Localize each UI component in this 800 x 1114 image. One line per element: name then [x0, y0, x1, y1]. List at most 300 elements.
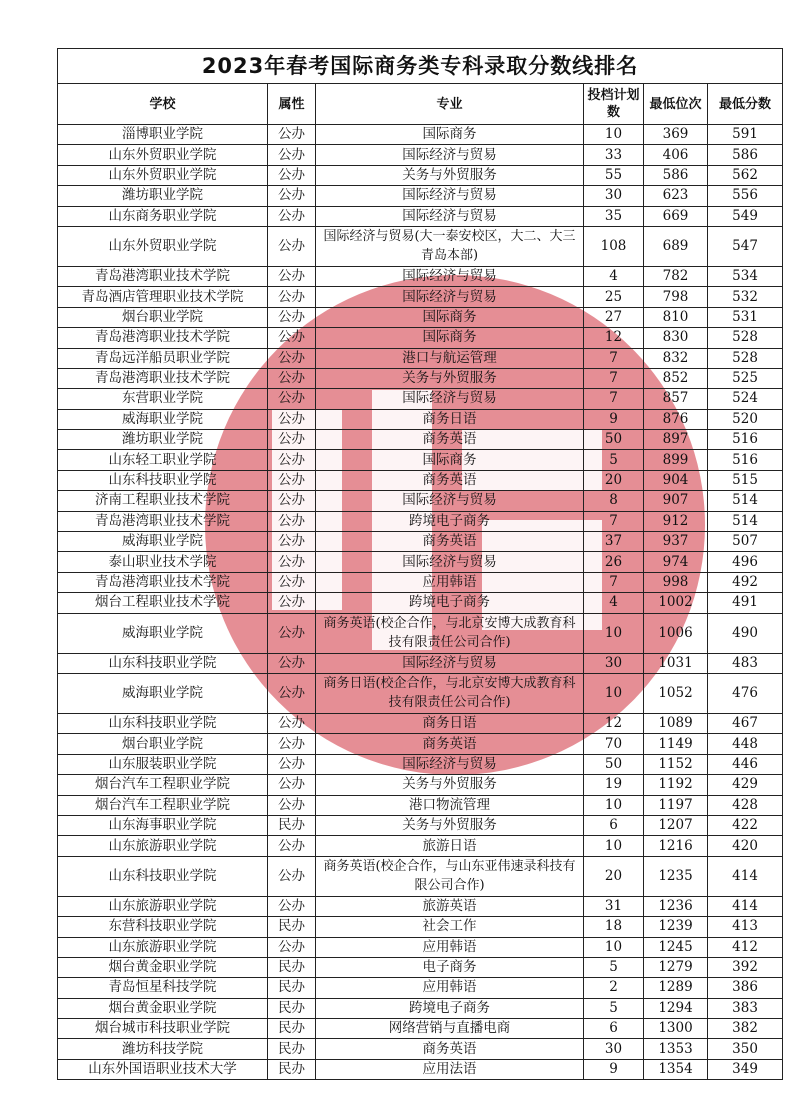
table-row [58, 572, 783, 592]
cell-major: 应用韩语 [316, 572, 584, 592]
cell-school: 泰山职业技术学院 [58, 552, 268, 572]
cell-rank: 912 [644, 511, 708, 531]
header-plan: 投档计划数 [584, 84, 644, 125]
table-row [58, 125, 783, 145]
cell-major: 跨境电子商务 [316, 593, 584, 613]
table-row [58, 491, 783, 511]
cell-score: 386 [708, 978, 783, 998]
cell-major: 国际经济与贸易 [316, 206, 584, 226]
cell-rank: 899 [644, 450, 708, 470]
cell-plan: 9 [584, 409, 644, 429]
cell-rank: 937 [644, 532, 708, 552]
cell-type: 公办 [268, 409, 316, 429]
table-row [58, 998, 783, 1018]
table-row [58, 673, 783, 713]
cell-major: 国际经济与贸易 [316, 389, 584, 409]
cell-score: 350 [708, 1039, 783, 1059]
table-row [58, 226, 783, 266]
table-row [58, 937, 783, 957]
cell-rank: 1353 [644, 1039, 708, 1059]
cell-score: 467 [708, 713, 783, 733]
cell-plan: 8 [584, 491, 644, 511]
cell-plan: 18 [584, 917, 644, 937]
cell-school: 山东科技职业学院 [58, 713, 268, 733]
cell-major: 商务日语(校企合作，与北京安博大成教育科技有限责任公司合作) [316, 673, 584, 713]
cell-score: 428 [708, 795, 783, 815]
cell-plan: 7 [584, 368, 644, 388]
cell-major: 旅游日语 [316, 836, 584, 856]
cell-major: 国际经济与贸易 [316, 287, 584, 307]
cell-plan: 25 [584, 287, 644, 307]
table-row [58, 165, 783, 185]
table-row [58, 328, 783, 348]
table-row [58, 957, 783, 977]
cell-plan: 19 [584, 775, 644, 795]
cell-score: 412 [708, 937, 783, 957]
cell-school: 山东服装职业学院 [58, 754, 268, 774]
cell-type: 民办 [268, 998, 316, 1018]
cell-rank: 1216 [644, 836, 708, 856]
table-row [58, 653, 783, 673]
cell-plan: 12 [584, 328, 644, 348]
cell-school: 山东科技职业学院 [58, 470, 268, 490]
cell-type: 公办 [268, 186, 316, 206]
table-row [58, 552, 783, 572]
cell-score: 349 [708, 1059, 783, 1079]
table-row [58, 409, 783, 429]
cell-school: 烟台职业学院 [58, 734, 268, 754]
table-row [58, 389, 783, 409]
table-row [58, 917, 783, 937]
cell-type: 公办 [268, 552, 316, 572]
cell-school: 烟台黄金职业学院 [58, 998, 268, 1018]
table-row [58, 450, 783, 470]
cell-plan: 27 [584, 307, 644, 327]
cell-plan: 7 [584, 511, 644, 531]
cell-score: 562 [708, 165, 783, 185]
cell-plan: 26 [584, 552, 644, 572]
table-row [58, 307, 783, 327]
cell-type: 民办 [268, 957, 316, 977]
cell-major: 港口物流管理 [316, 795, 584, 815]
cell-plan: 10 [584, 836, 644, 856]
cell-school: 青岛港湾职业技术学院 [58, 572, 268, 592]
header-score: 最低分数 [708, 84, 783, 125]
cell-score: 514 [708, 511, 783, 531]
cell-rank: 586 [644, 165, 708, 185]
cell-score: 547 [708, 226, 783, 266]
cell-score: 528 [708, 348, 783, 368]
cell-school: 潍坊职业学院 [58, 186, 268, 206]
cell-school: 东营科技职业学院 [58, 917, 268, 937]
cell-type: 公办 [268, 470, 316, 490]
cell-rank: 1152 [644, 754, 708, 774]
cell-school: 青岛酒店管理职业技术学院 [58, 287, 268, 307]
table-row [58, 978, 783, 998]
header-rank: 最低位次 [644, 84, 708, 125]
cell-school: 山东科技职业学院 [58, 856, 268, 896]
table-body [58, 125, 783, 1080]
table-row [58, 896, 783, 916]
cell-rank: 1279 [644, 957, 708, 977]
header-row [58, 84, 783, 125]
cell-type: 公办 [268, 896, 316, 916]
table-row [58, 734, 783, 754]
cell-school: 威海职业学院 [58, 673, 268, 713]
cell-plan: 5 [584, 450, 644, 470]
cell-score: 532 [708, 287, 783, 307]
cell-school: 威海职业学院 [58, 532, 268, 552]
cell-score: 515 [708, 470, 783, 490]
table-row [58, 856, 783, 896]
cell-major: 国际商务 [316, 328, 584, 348]
table-row [58, 368, 783, 388]
cell-school: 青岛港湾职业技术学院 [58, 328, 268, 348]
cell-school: 淄博职业学院 [58, 125, 268, 145]
cell-rank: 830 [644, 328, 708, 348]
cell-major: 网络营销与直播电商 [316, 1019, 584, 1039]
cell-rank: 1002 [644, 593, 708, 613]
cell-major: 国际经济与贸易 [316, 552, 584, 572]
cell-plan: 50 [584, 754, 644, 774]
table-row [58, 815, 783, 835]
cell-plan: 108 [584, 226, 644, 266]
table-row [58, 613, 783, 653]
cell-major: 关务与外贸服务 [316, 165, 584, 185]
table-row [58, 287, 783, 307]
cell-score: 496 [708, 552, 783, 572]
cell-score: 528 [708, 328, 783, 348]
cell-rank: 857 [644, 389, 708, 409]
cell-major: 港口与航运管理 [316, 348, 584, 368]
cell-major: 国际商务 [316, 307, 584, 327]
page-title: 2023年春考国际商务类专科录取分数线排名 [58, 49, 783, 84]
cell-score: 446 [708, 754, 783, 774]
cell-plan: 30 [584, 186, 644, 206]
cell-rank: 1052 [644, 673, 708, 713]
cell-rank: 623 [644, 186, 708, 206]
cell-type: 公办 [268, 206, 316, 226]
cell-rank: 1294 [644, 998, 708, 1018]
cell-score: 549 [708, 206, 783, 226]
cell-type: 民办 [268, 978, 316, 998]
cell-score: 422 [708, 815, 783, 835]
cell-major: 商务英语 [316, 430, 584, 450]
cell-score: 483 [708, 653, 783, 673]
cell-type: 公办 [268, 653, 316, 673]
table-row [58, 206, 783, 226]
cell-major: 商务英语 [316, 734, 584, 754]
cell-type: 公办 [268, 511, 316, 531]
cell-score: 507 [708, 532, 783, 552]
cell-major: 商务日语 [316, 713, 584, 733]
cell-school: 青岛港湾职业技术学院 [58, 511, 268, 531]
header-type: 属性 [268, 84, 316, 125]
cell-plan: 7 [584, 572, 644, 592]
cell-school: 山东外贸职业学院 [58, 165, 268, 185]
cell-plan: 10 [584, 937, 644, 957]
cell-score: 448 [708, 734, 783, 754]
table-row [58, 1019, 783, 1039]
cell-major: 关务与外贸服务 [316, 368, 584, 388]
cell-school: 威海职业学院 [58, 613, 268, 653]
cell-school: 青岛远洋船员职业学院 [58, 348, 268, 368]
cell-score: 492 [708, 572, 783, 592]
cell-major: 旅游英语 [316, 896, 584, 916]
table-row [58, 430, 783, 450]
cell-score: 491 [708, 593, 783, 613]
cell-school: 济南工程职业技术学院 [58, 491, 268, 511]
cell-rank: 832 [644, 348, 708, 368]
cell-school: 青岛港湾职业技术学院 [58, 368, 268, 388]
table-row [58, 795, 783, 815]
cell-type: 公办 [268, 491, 316, 511]
score-table [57, 48, 783, 1080]
cell-plan: 37 [584, 532, 644, 552]
cell-plan: 10 [584, 795, 644, 815]
cell-score: 516 [708, 430, 783, 450]
cell-plan: 5 [584, 998, 644, 1018]
cell-rank: 1239 [644, 917, 708, 937]
cell-school: 山东科技职业学院 [58, 653, 268, 673]
cell-rank: 852 [644, 368, 708, 388]
cell-major: 商务英语 [316, 470, 584, 490]
cell-type: 公办 [268, 430, 316, 450]
cell-major: 商务英语 [316, 532, 584, 552]
cell-rank: 876 [644, 409, 708, 429]
cell-rank: 1354 [644, 1059, 708, 1079]
table-row [58, 754, 783, 774]
cell-score: 514 [708, 491, 783, 511]
cell-type: 公办 [268, 145, 316, 165]
cell-rank: 1031 [644, 653, 708, 673]
cell-rank: 1149 [644, 734, 708, 754]
cell-school: 山东外贸职业学院 [58, 145, 268, 165]
cell-rank: 904 [644, 470, 708, 490]
table-row [58, 186, 783, 206]
cell-type: 公办 [268, 450, 316, 470]
cell-type: 公办 [268, 125, 316, 145]
cell-school: 山东旅游职业学院 [58, 896, 268, 916]
cell-school: 东营职业学院 [58, 389, 268, 409]
cell-type: 公办 [268, 266, 316, 286]
cell-score: 383 [708, 998, 783, 1018]
cell-plan: 70 [584, 734, 644, 754]
cell-type: 民办 [268, 1019, 316, 1039]
cell-score: 556 [708, 186, 783, 206]
cell-school: 山东旅游职业学院 [58, 937, 268, 957]
cell-score: 524 [708, 389, 783, 409]
cell-type: 民办 [268, 1059, 316, 1079]
table-row [58, 470, 783, 490]
cell-score: 413 [708, 917, 783, 937]
cell-type: 公办 [268, 795, 316, 815]
cell-plan: 2 [584, 978, 644, 998]
cell-school: 山东商务职业学院 [58, 206, 268, 226]
cell-plan: 7 [584, 348, 644, 368]
table-row [58, 713, 783, 733]
cell-school: 潍坊职业学院 [58, 430, 268, 450]
cell-type: 民办 [268, 917, 316, 937]
cell-major: 关务与外贸服务 [316, 775, 584, 795]
cell-rank: 669 [644, 206, 708, 226]
header-major: 专业 [316, 84, 584, 125]
cell-school: 山东海事职业学院 [58, 815, 268, 835]
cell-score: 534 [708, 266, 783, 286]
cell-rank: 998 [644, 572, 708, 592]
cell-type: 公办 [268, 389, 316, 409]
table-row [58, 511, 783, 531]
table-row [58, 266, 783, 286]
cell-major: 社会工作 [316, 917, 584, 937]
cell-type: 公办 [268, 754, 316, 774]
cell-type: 公办 [268, 734, 316, 754]
cell-type: 民办 [268, 815, 316, 835]
cell-major: 国际经济与贸易 [316, 186, 584, 206]
cell-type: 公办 [268, 713, 316, 733]
cell-school: 烟台城市科技职业学院 [58, 1019, 268, 1039]
cell-plan: 30 [584, 653, 644, 673]
cell-rank: 1289 [644, 978, 708, 998]
cell-major: 应用法语 [316, 1059, 584, 1079]
cell-type: 公办 [268, 613, 316, 653]
cell-major: 商务英语(校企合作，与山东亚伟速录科技有限公司合作) [316, 856, 584, 896]
cell-rank: 1300 [644, 1019, 708, 1039]
header-school: 学校 [58, 84, 268, 125]
cell-school: 青岛港湾职业技术学院 [58, 266, 268, 286]
cell-rank: 782 [644, 266, 708, 286]
cell-rank: 689 [644, 226, 708, 266]
cell-plan: 50 [584, 430, 644, 450]
cell-school: 烟台黄金职业学院 [58, 957, 268, 977]
cell-major: 国际商务 [316, 125, 584, 145]
cell-plan: 10 [584, 673, 644, 713]
cell-plan: 10 [584, 125, 644, 145]
table-row [58, 775, 783, 795]
cell-plan: 5 [584, 957, 644, 977]
cell-type: 公办 [268, 836, 316, 856]
cell-plan: 31 [584, 896, 644, 916]
cell-major: 国际经济与贸易(大一泰安校区，大二、大三青岛本部) [316, 226, 584, 266]
cell-plan: 12 [584, 713, 644, 733]
cell-school: 威海职业学院 [58, 409, 268, 429]
cell-rank: 798 [644, 287, 708, 307]
cell-type: 公办 [268, 532, 316, 552]
cell-type: 公办 [268, 856, 316, 896]
cell-rank: 406 [644, 145, 708, 165]
cell-score: 525 [708, 368, 783, 388]
cell-plan: 20 [584, 856, 644, 896]
cell-type: 公办 [268, 937, 316, 957]
cell-school: 山东外贸职业学院 [58, 226, 268, 266]
cell-major: 跨境电子商务 [316, 998, 584, 1018]
cell-score: 490 [708, 613, 783, 653]
table-row [58, 1059, 783, 1079]
cell-rank: 897 [644, 430, 708, 450]
score-table-wrapper [57, 48, 782, 1080]
cell-score: 382 [708, 1019, 783, 1039]
cell-score: 414 [708, 896, 783, 916]
cell-plan: 35 [584, 206, 644, 226]
cell-score: 414 [708, 856, 783, 896]
cell-school: 青岛恒星科技学院 [58, 978, 268, 998]
cell-rank: 1236 [644, 896, 708, 916]
cell-plan: 4 [584, 593, 644, 613]
cell-school: 烟台工程职业技术学院 [58, 593, 268, 613]
cell-major: 国际商务 [316, 450, 584, 470]
cell-plan: 30 [584, 1039, 644, 1059]
cell-school: 潍坊科技学院 [58, 1039, 268, 1059]
cell-plan: 6 [584, 1019, 644, 1039]
cell-rank: 1207 [644, 815, 708, 835]
cell-major: 国际经济与贸易 [316, 266, 584, 286]
cell-type: 公办 [268, 572, 316, 592]
table-row [58, 145, 783, 165]
table-row [58, 1039, 783, 1059]
cell-rank: 810 [644, 307, 708, 327]
cell-type: 公办 [268, 307, 316, 327]
cell-type: 公办 [268, 673, 316, 713]
cell-type: 公办 [268, 287, 316, 307]
cell-major: 关务与外贸服务 [316, 815, 584, 835]
cell-plan: 6 [584, 815, 644, 835]
cell-school: 山东外国语职业技术大学 [58, 1059, 268, 1079]
cell-rank: 1197 [644, 795, 708, 815]
cell-rank: 974 [644, 552, 708, 572]
cell-type: 公办 [268, 226, 316, 266]
cell-score: 429 [708, 775, 783, 795]
table-row [58, 593, 783, 613]
cell-school: 山东旅游职业学院 [58, 836, 268, 856]
cell-score: 531 [708, 307, 783, 327]
cell-major: 国际经济与贸易 [316, 145, 584, 165]
cell-plan: 7 [584, 389, 644, 409]
cell-rank: 1006 [644, 613, 708, 653]
cell-major: 国际经济与贸易 [316, 653, 584, 673]
cell-score: 420 [708, 836, 783, 856]
cell-plan: 55 [584, 165, 644, 185]
cell-plan: 33 [584, 145, 644, 165]
cell-type: 公办 [268, 593, 316, 613]
cell-type: 公办 [268, 775, 316, 795]
cell-major: 国际经济与贸易 [316, 491, 584, 511]
cell-major: 商务日语 [316, 409, 584, 429]
table-row [58, 836, 783, 856]
cell-rank: 907 [644, 491, 708, 511]
cell-score: 476 [708, 673, 783, 713]
cell-score: 520 [708, 409, 783, 429]
cell-major: 跨境电子商务 [316, 511, 584, 531]
cell-type: 公办 [268, 328, 316, 348]
cell-type: 公办 [268, 165, 316, 185]
cell-rank: 1245 [644, 937, 708, 957]
table-row [58, 348, 783, 368]
cell-plan: 20 [584, 470, 644, 490]
cell-score: 392 [708, 957, 783, 977]
cell-major: 电子商务 [316, 957, 584, 977]
cell-rank: 1235 [644, 856, 708, 896]
cell-score: 591 [708, 125, 783, 145]
cell-major: 应用韩语 [316, 978, 584, 998]
cell-major: 商务英语(校企合作，与北京安博大成教育科技有限责任公司合作) [316, 613, 584, 653]
cell-rank: 1089 [644, 713, 708, 733]
cell-school: 山东轻工职业学院 [58, 450, 268, 470]
cell-plan: 9 [584, 1059, 644, 1079]
cell-plan: 4 [584, 266, 644, 286]
cell-type: 公办 [268, 368, 316, 388]
cell-major: 国际经济与贸易 [316, 754, 584, 774]
cell-type: 公办 [268, 348, 316, 368]
